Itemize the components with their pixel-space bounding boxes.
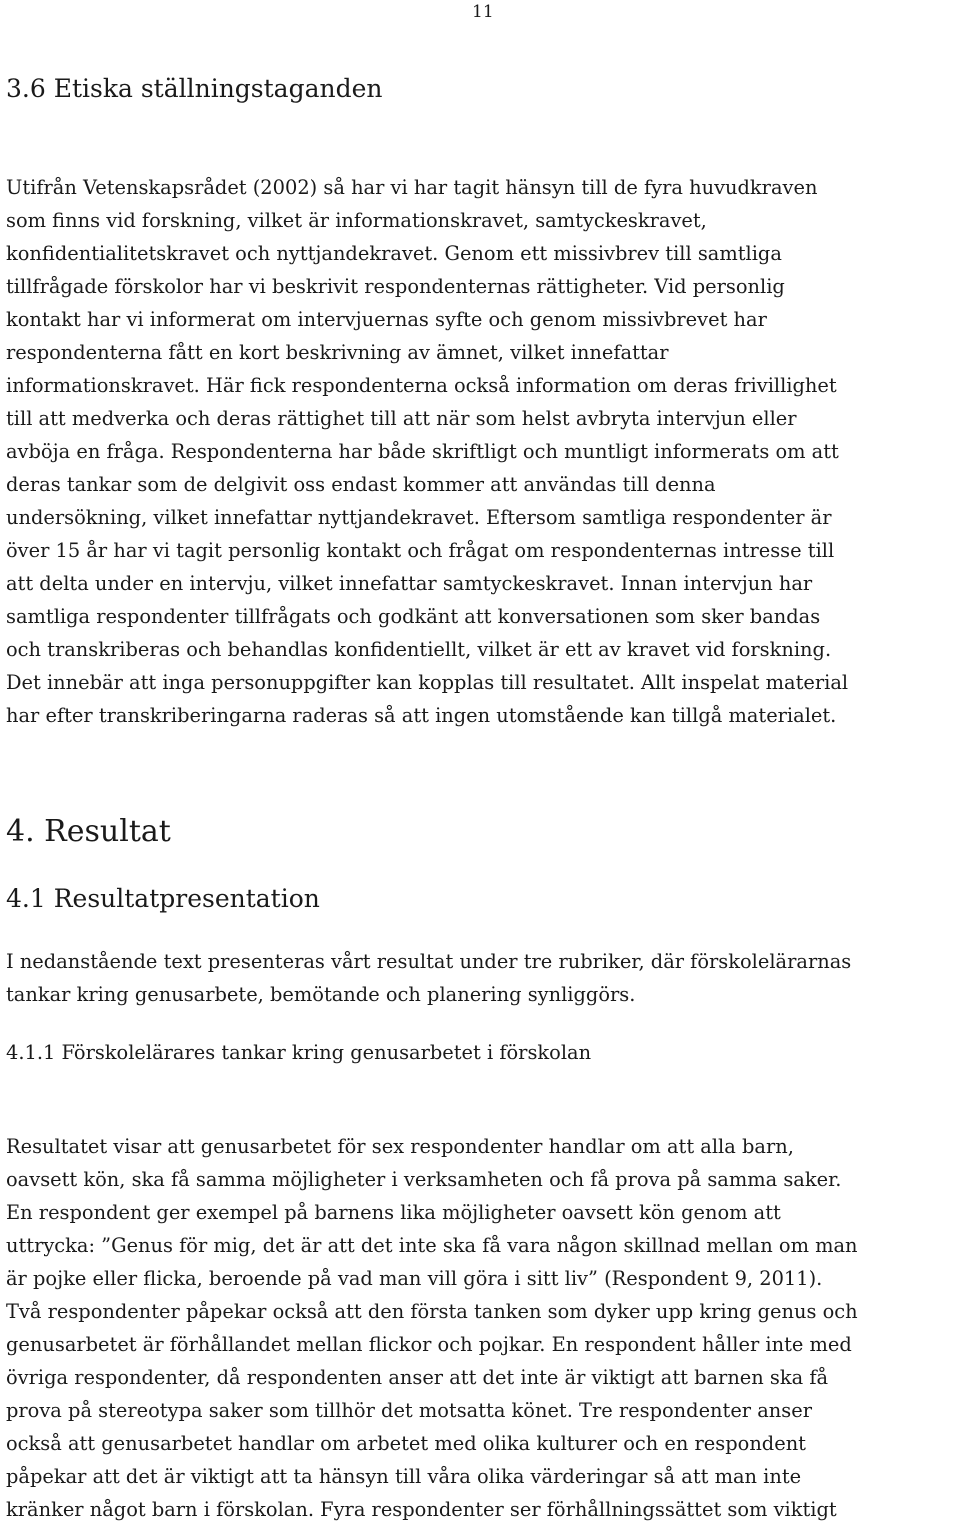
text-line: undersökning, vilket innefattar nyttjandekravet. Eftersom samtliga respondenter är xyxy=(6,506,832,529)
text-line: och transkriberas och behandlas konfidentiellt, vilket är ett av kravet vid forskning. xyxy=(6,638,832,661)
text-line: tankar kring genusarbete, bemötande och planering synliggörs. xyxy=(6,983,636,1006)
text-line: har efter transkriberingarna raderas så att ingen utomstående kan tillgå materialet. xyxy=(6,704,837,727)
text-line: respondenterna fått en kort beskrivning av ämnet, vilket innefattar xyxy=(6,341,669,364)
text-line: som finns vid forskning, vilket är informationskravet, samtyckeskravet, xyxy=(6,209,707,232)
text-line: avböja en fråga. Respondenterna har både skriftligt och muntligt informerats om att xyxy=(6,440,839,463)
text-line: kontakt har vi informerat om intervjuernas syfte och genom missivbrevet har xyxy=(6,308,767,331)
text-line: tillfrågade förskolor har vi beskrivit respondenternas rättigheter. Vid personlig xyxy=(6,275,785,298)
text-line: påpekar att det är viktigt att ta hänsyn till våra olika värderingar så att man inte xyxy=(6,1465,802,1488)
text-line: Resultatet visar att genusarbetet för sex respondenter handlar om att alla barn, xyxy=(6,1135,794,1158)
text-line: att delta under en intervju, vilket innefattar samtyckeskravet. Innan intervjun har xyxy=(6,572,813,595)
text-line: också att genusarbetet handlar om arbetet med olika kulturer och en respondent xyxy=(6,1432,806,1455)
text-line: informationskravet. Här fick respondenterna också information om deras frivillighet xyxy=(6,374,837,397)
text-line: är pojke eller flicka, beroende på vad man vill göra i sitt liv” (Respondent 9, 2011). xyxy=(6,1267,823,1290)
results-intro-paragraph xyxy=(6,945,851,1011)
results-paragraph xyxy=(6,1130,858,1526)
text-line: En respondent ger exempel på barnens lika möjligheter oavsett kön genom att xyxy=(6,1201,781,1224)
page-number: 11 xyxy=(472,2,494,22)
text-line: över 15 år har vi tagit personlig kontakt och frågat om respondenternas intresse till xyxy=(6,539,835,562)
text-line: övriga respondenter, då respondenten anser att det inte är viktigt att barnen ska få xyxy=(6,1366,829,1389)
text-line: Utifrån Vetenskapsrådet (2002) så har vi har tagit hänsyn till de fyra huvudkraven xyxy=(6,176,818,199)
text-line: oavsett kön, ska få samma möjligheter i verksamheten och få prova på samma saker. xyxy=(6,1168,842,1191)
text-line: uttrycka: ”Genus för mig, det är att det inte ska få vara någon skillnad mellan om man xyxy=(6,1234,858,1257)
text-line: samtliga respondenter tillfrågats och godkänt att konversationen som sker bandas xyxy=(6,605,821,628)
text-line: deras tankar som de delgivit oss endast kommer att användas till denna xyxy=(6,473,716,496)
chapter-heading-4: 4. Resultat xyxy=(6,814,171,849)
text-line: I nedanstående text presenteras vårt resultat under tre rubriker, där förskolelärarnas xyxy=(6,950,852,973)
text-line: Två respondenter påpekar också att den första tanken som dyker upp kring genus och xyxy=(6,1300,858,1323)
text-line: genusarbetet är förhållandet mellan flickor och pojkar. En respondent håller inte med xyxy=(6,1333,852,1356)
text-line: kränker något barn i förskolan. Fyra respondenter ser förhållningssättet som viktigt xyxy=(6,1498,837,1521)
text-line: konfidentialitetskravet och nyttjandekravet. Genom ett missivbrev till samtliga xyxy=(6,242,782,265)
text-line: Det innebär att inga personuppgifter kan kopplas till resultatet. Allt inspelat material xyxy=(6,671,849,694)
section-heading-4-1: 4.1 Resultatpresentation xyxy=(6,884,320,913)
ethics-paragraph xyxy=(6,171,848,732)
text-line: till att medverka och deras rättighet till att när som helst avbryta intervjun eller xyxy=(6,407,797,430)
section-heading-3-6: 3.6 Etiska ställningstaganden xyxy=(6,74,383,103)
section-heading-4-1-1: 4.1.1 Förskolelärares tankar kring genusarbetet i förskolan xyxy=(6,1041,592,1064)
text-line: prova på stereotypa saker som tillhör det motsatta könet. Tre respondenter anser xyxy=(6,1399,812,1422)
